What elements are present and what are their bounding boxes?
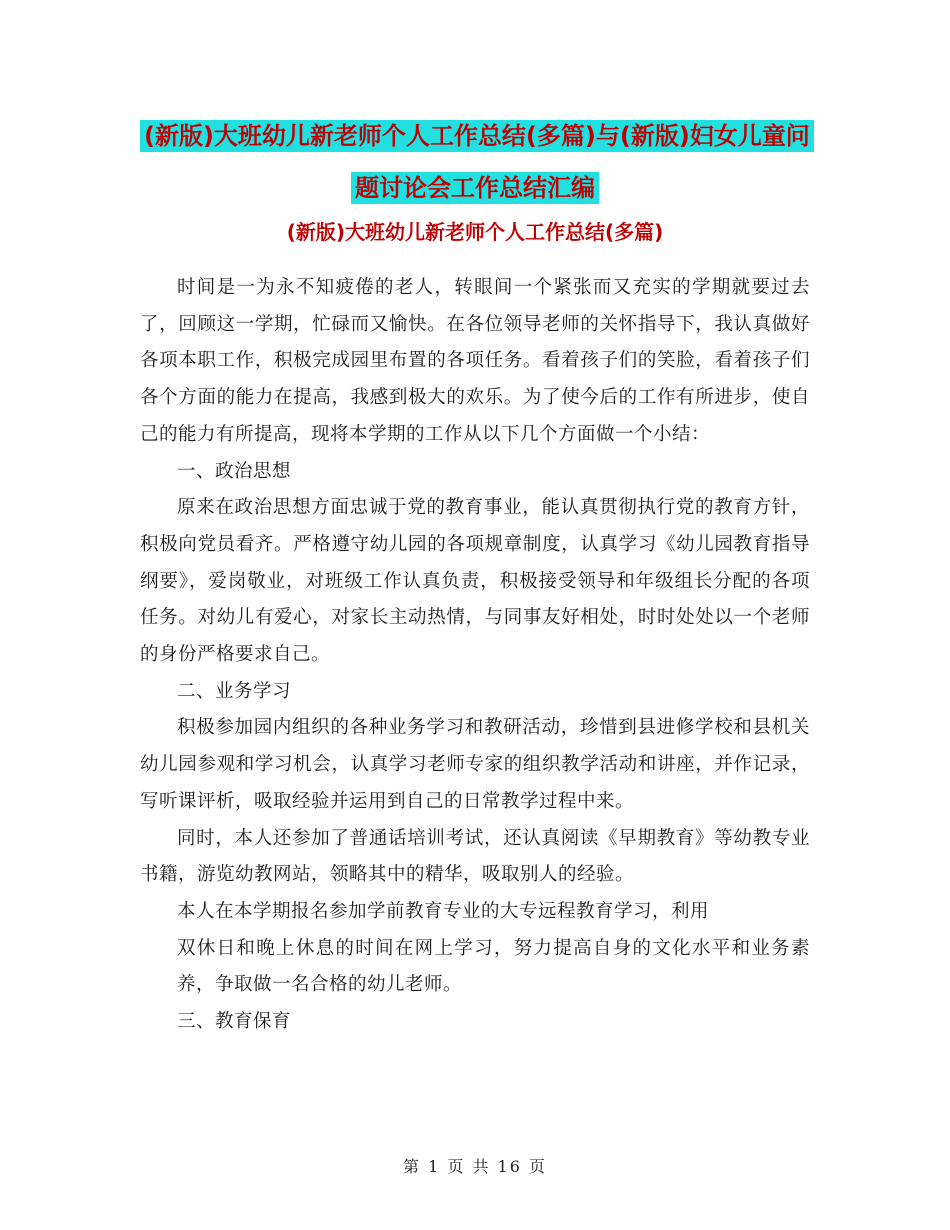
heading-education: 三、教育保育 bbox=[177, 1011, 292, 1033]
document-title bbox=[140, 110, 810, 214]
paragraph-mandarin: 同时，本人还参加了普通话培训考试，还认真阅读《早期教育》等幼教专业书籍，游览幼教网站，领略其中的精华，吸取别人的经验。 bbox=[140, 827, 810, 886]
document-title-text: (新版)大班幼儿新老师个人工作总结(多篇)与(新版)妇女儿童问题讨论会工作总结汇编 bbox=[140, 120, 814, 204]
section-heading: (新版)大班幼儿新老师个人工作总结(多篇) bbox=[286, 220, 664, 244]
document-body bbox=[140, 270, 810, 1041]
paragraph-politics: 原来在政治思想方面忠诚于党的教育事业，能认真贯彻执行党的教育方针，积极向党员看齐。严格遵守幼儿园的各项规章制度，认真学习《幼儿园教育指导纲要》，爱岗敬业，对班级工作认真负责，积极接受领导和年级组长分配的各项任务。对幼儿有爱心，对家长主动热情，与同事友好相处，时时处处以一个老师的身份严格要求自己。 bbox=[140, 497, 810, 666]
page-footer: 第 1 页 共 16 页 bbox=[403, 1157, 547, 1176]
paragraph-college-cont: 双休日和晚上休息的时间在网上学习，努力提高自身的文化水平和业务素养，争取做一名合格的幼儿老师。 bbox=[177, 937, 810, 996]
paragraph-intro: 时间是一为永不知疲倦的老人，转眼间一个紧张而又充实的学期就要过去了，回顾这一学期，忙碌而又愉快。在各位领导老师的关怀指导下，我认真做好各项本职工作，积极完成园里布置的各项任务。看着孩子们的笑脸，看着孩子们各个方面的能力在提高，我感到极大的欢乐。为了使今后的工作有所进步，使自己的能力有所提高，现将本学期的工作从以下几个方面做一个小结： bbox=[140, 277, 810, 445]
heading-study: 二、业务学习 bbox=[177, 680, 292, 702]
heading-politics: 一、政治思想 bbox=[177, 460, 292, 482]
paragraph-college: 本人在本学期报名参加学前教育专业的大专远程教育学习，利用 bbox=[177, 900, 710, 922]
paragraph-study: 积极参加园内组织的各种业务学习和教研活动，珍惜到县进修学校和县机关幼儿园参观和学习机会，认真学习老师专家的组织教学活动和讲座，并作记录，写听课评析，吸取经验并运用到自己的日常教学过程中来。 bbox=[140, 717, 810, 812]
